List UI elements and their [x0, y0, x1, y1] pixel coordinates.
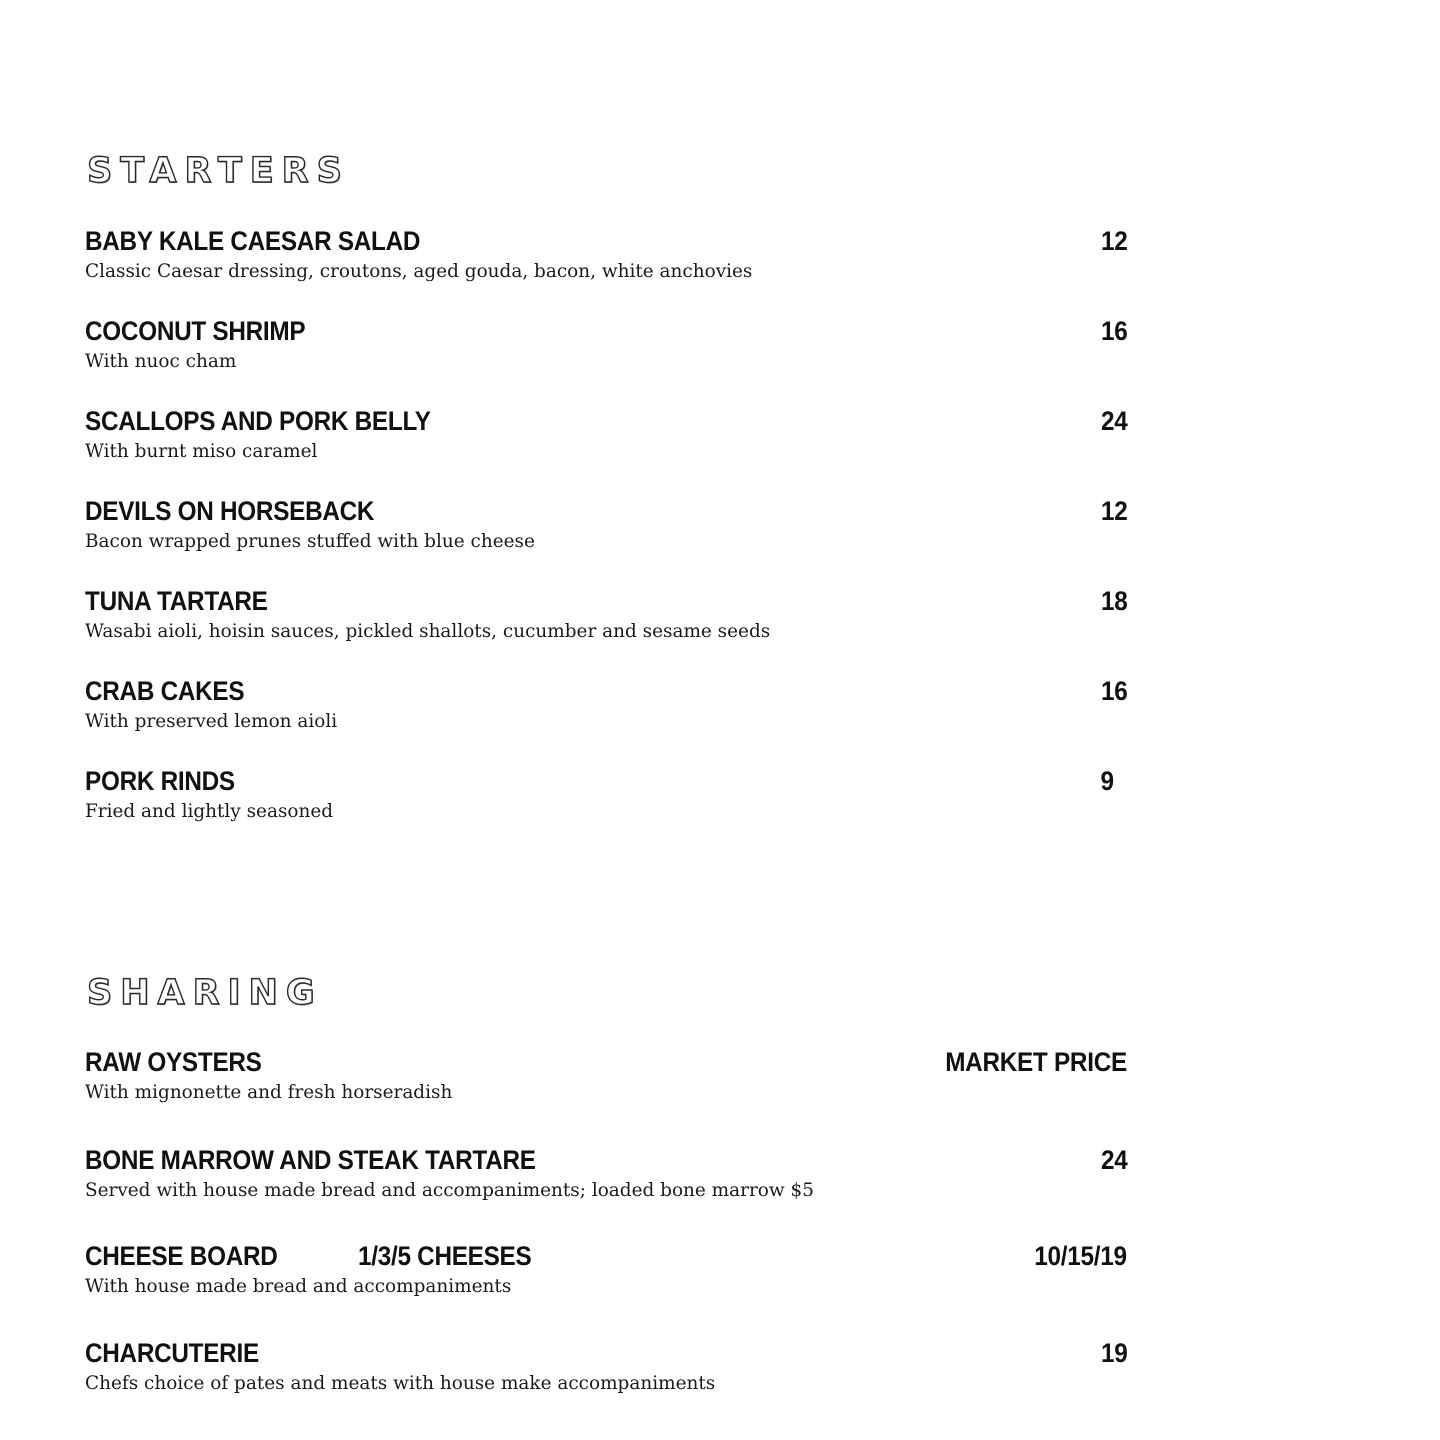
item-description: Chefs choice of pates and meats with house make accompaniments [85, 1372, 716, 1394]
menu-item-bone-marrow-and-steak-tartare [85, 1145, 1130, 1225]
item-description: With burnt miso caramel [85, 440, 318, 462]
item-price: 16 [1100, 676, 1127, 706]
item-description: Served with house made bread and accompaniments; loaded bone marrow $5 [85, 1179, 814, 1201]
item-price: MARKET PRICE [945, 1047, 1127, 1077]
item-name: RAW OYSTERS [85, 1047, 262, 1077]
menu-item-raw-oysters [85, 1047, 1130, 1127]
item-price: 19 [1100, 1338, 1127, 1368]
item-description: With mignonette and fresh horseradish [85, 1081, 453, 1103]
item-name: CRAB CAKES [85, 676, 245, 706]
menu-item-devils-on-horseback [85, 496, 1130, 576]
menu-item-cheese-board [85, 1241, 1130, 1321]
item-price: 24 [1100, 1145, 1127, 1175]
starters-heading: STARTERS [87, 151, 350, 191]
menu-item-coconut-shrimp [85, 316, 1130, 396]
item-price: 16 [1100, 316, 1127, 346]
item-price: 18 [1100, 586, 1127, 616]
menu-item-crab-cakes [85, 676, 1130, 756]
item-subtitle: 1/3/5 CHEESES [358, 1241, 532, 1271]
menu-item-charcuterie [85, 1338, 1130, 1418]
item-description: With preserved lemon aioli [85, 710, 338, 732]
menu-item-tuna-tartare [85, 586, 1130, 666]
menu-item-scallops-and-pork-belly [85, 406, 1130, 486]
item-name: CHEESE BOARD [85, 1241, 278, 1271]
item-description: Classic Caesar dressing, croutons, aged gouda, bacon, white anchovies [85, 260, 753, 282]
item-price: 9 [1100, 766, 1114, 796]
item-description: With house made bread and accompaniments [85, 1275, 512, 1297]
item-description: Fried and lightly seasoned [85, 800, 334, 822]
item-price: 24 [1100, 406, 1127, 436]
item-description: Bacon wrapped prunes stuffed with blue cheese [85, 530, 535, 552]
menu-item-baby-kale-caesar-salad [85, 226, 1130, 306]
item-price: 10/15/19 [1034, 1241, 1127, 1271]
item-description: With nuoc cham [85, 350, 237, 372]
item-name: SCALLOPS AND PORK BELLY [85, 406, 431, 436]
sharing-heading: SHARING [87, 973, 323, 1013]
item-name: PORK RINDS [85, 766, 235, 796]
menu-item-pork-rinds [85, 766, 1130, 846]
item-name: DEVILS ON HORSEBACK [85, 496, 375, 526]
item-name: BABY KALE CAESAR SALAD [85, 226, 421, 256]
item-name: TUNA TARTARE [85, 586, 268, 616]
item-price: 12 [1100, 496, 1127, 526]
item-name: COCONUT SHRIMP [85, 316, 306, 346]
item-name: BONE MARROW AND STEAK TARTARE [85, 1145, 536, 1175]
item-name: CHARCUTERIE [85, 1338, 259, 1368]
item-description: Wasabi aioli, hoisin sauces, pickled shallots, cucumber and sesame seeds [85, 620, 771, 642]
item-price: 12 [1100, 226, 1127, 256]
